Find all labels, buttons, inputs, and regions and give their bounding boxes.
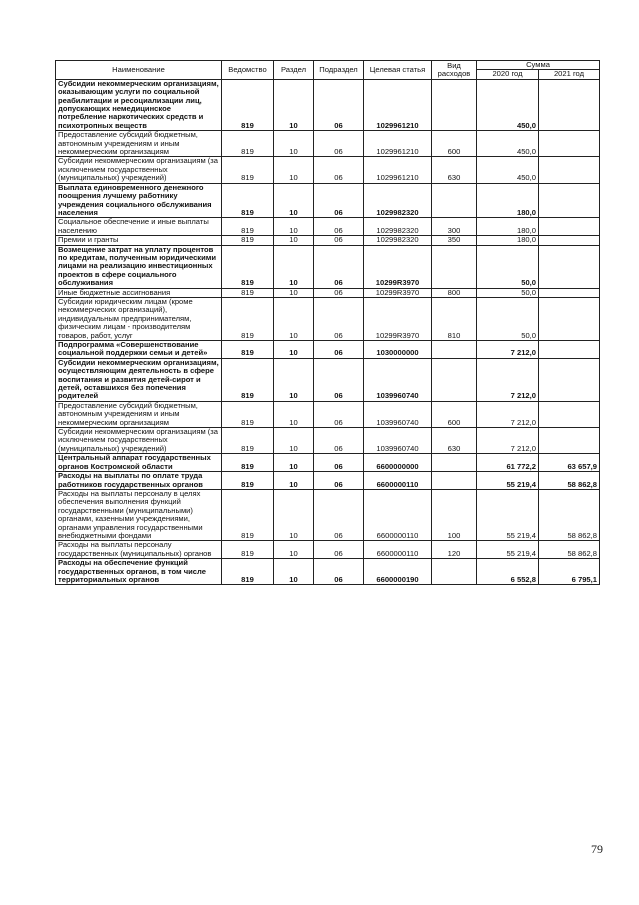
row-subsection: 06 [314, 236, 364, 245]
row-expense-type: 810 [432, 297, 477, 340]
table-row [56, 79, 600, 130]
table-row [56, 236, 600, 245]
row-sum-2020: 450,0 [477, 131, 539, 157]
row-name: Субсидии юридическим лицам (кроме некоммерческих организаций), индивидуальным предпринимателям, физическим лицам - производителям товаров, работ, услуг [56, 297, 222, 340]
row-subsection: 06 [314, 401, 364, 427]
row-subsection: 06 [314, 358, 364, 401]
row-name: Субсидии некоммерческим организациям, оказывающим услуги по социальной реабилитации и ресоциализации лиц, допускающих немедицинское потребление наркотических средств и психотропных веществ [56, 79, 222, 130]
row-sum-2021: 6 795,1 [539, 559, 600, 585]
row-target-article: 1029982320 [364, 236, 432, 245]
row-sum-2020: 7 212,0 [477, 341, 539, 359]
row-name: Предоставление субсидий бюджетным, автономным учреждениям и иным некоммерческим организациям [56, 401, 222, 427]
row-subsection: 06 [314, 79, 364, 130]
row-subsection: 06 [314, 472, 364, 490]
row-expense-type: 630 [432, 428, 477, 454]
row-section: 10 [274, 245, 314, 288]
table-row [56, 401, 600, 427]
row-target-article: 1039960740 [364, 401, 432, 427]
row-name: Расходы на выплаты персоналу государственных (муниципальных) органов [56, 541, 222, 559]
table-row [56, 454, 600, 472]
row-section: 10 [274, 428, 314, 454]
header-year-2021: 2021 год [539, 70, 600, 79]
row-subsection: 06 [314, 454, 364, 472]
table-row [56, 297, 600, 340]
row-sum-2021: 58 862,8 [539, 541, 600, 559]
row-section: 10 [274, 131, 314, 157]
row-name: Субсидии некоммерческим организациям, осуществляющим деятельность в сфере воспитания и развития детей-сирот и детей, оставшихся без попечения родителей [56, 358, 222, 401]
row-expense-type: 630 [432, 157, 477, 183]
row-department: 819 [222, 183, 274, 218]
table-row [56, 218, 600, 236]
row-sum-2021 [539, 131, 600, 157]
row-section: 10 [274, 489, 314, 540]
table-row [56, 541, 600, 559]
table-row [56, 288, 600, 297]
row-section: 10 [274, 472, 314, 490]
row-section: 10 [274, 341, 314, 359]
row-name: Субсидии некоммерческим организациям (за исключением государственных (муниципальных) учреждений) [56, 428, 222, 454]
header-expense-type: Вид расходов [432, 61, 477, 80]
row-target-article: 6600000110 [364, 472, 432, 490]
header-subsection: Подраздел [314, 61, 364, 80]
row-section: 10 [274, 183, 314, 218]
row-name: Субсидии некоммерческим организациям (за исключением государственных (муниципальных) учреждений) [56, 157, 222, 183]
row-sum-2020: 50,0 [477, 297, 539, 340]
row-sum-2020: 55 219,4 [477, 472, 539, 490]
table-row [56, 157, 600, 183]
row-sum-2020: 55 219,4 [477, 489, 539, 540]
row-section: 10 [274, 454, 314, 472]
table-row [56, 428, 600, 454]
row-sum-2021 [539, 236, 600, 245]
row-sum-2021 [539, 288, 600, 297]
row-name: Центральный аппарат государственных органов Костромской области [56, 454, 222, 472]
row-department: 819 [222, 454, 274, 472]
row-section: 10 [274, 236, 314, 245]
table-row [56, 245, 600, 288]
row-sum-2020: 450,0 [477, 79, 539, 130]
row-target-article: 10299R3970 [364, 245, 432, 288]
row-subsection: 06 [314, 183, 364, 218]
row-name: Предоставление субсидий бюджетным, автономным учреждениям и иным некоммерческим организациям [56, 131, 222, 157]
row-subsection: 06 [314, 428, 364, 454]
row-expense-type [432, 79, 477, 130]
row-department: 819 [222, 131, 274, 157]
row-expense-type: 600 [432, 131, 477, 157]
row-expense-type [432, 472, 477, 490]
row-subsection: 06 [314, 559, 364, 585]
row-expense-type: 800 [432, 288, 477, 297]
row-expense-type [432, 183, 477, 218]
row-section: 10 [274, 79, 314, 130]
row-expense-type: 120 [432, 541, 477, 559]
row-target-article: 1029961210 [364, 131, 432, 157]
row-expense-type [432, 454, 477, 472]
row-target-article: 6600000190 [364, 559, 432, 585]
row-department: 819 [222, 358, 274, 401]
row-subsection: 06 [314, 131, 364, 157]
header-sum: Сумма [477, 61, 600, 70]
table-row [56, 341, 600, 359]
row-sum-2021 [539, 358, 600, 401]
row-section: 10 [274, 218, 314, 236]
row-sum-2020: 6 552,8 [477, 559, 539, 585]
row-target-article: 6600000110 [364, 489, 432, 540]
row-name: Расходы на выплаты персоналу в целях обеспечения выполнения функций государственными (муниципальными) органами, казенными учреждениями, органами управления государственными внебюджетными фондами [56, 489, 222, 540]
row-name: Подпрограмма «Совершенствование социальной поддержки семьи и детей» [56, 341, 222, 359]
page-number: 79 [591, 842, 603, 856]
row-department: 819 [222, 428, 274, 454]
row-sum-2020: 50,0 [477, 288, 539, 297]
row-subsection: 06 [314, 541, 364, 559]
row-expense-type [432, 559, 477, 585]
table-row [56, 489, 600, 540]
row-expense-type [432, 341, 477, 359]
row-target-article: 1029961210 [364, 157, 432, 183]
row-name: Иные бюджетные ассигнования [56, 288, 222, 297]
row-expense-type: 600 [432, 401, 477, 427]
row-sum-2021: 58 862,8 [539, 489, 600, 540]
row-subsection: 06 [314, 297, 364, 340]
row-target-article: 1029982320 [364, 218, 432, 236]
table-row [56, 358, 600, 401]
row-subsection: 06 [314, 218, 364, 236]
table-row [56, 472, 600, 490]
row-department: 819 [222, 288, 274, 297]
row-sum-2020: 7 212,0 [477, 358, 539, 401]
header-department: Ведомство [222, 61, 274, 80]
row-department: 819 [222, 472, 274, 490]
row-sum-2020: 7 212,0 [477, 428, 539, 454]
row-target-article: 1029982320 [364, 183, 432, 218]
row-sum-2020: 180,0 [477, 183, 539, 218]
row-sum-2021 [539, 183, 600, 218]
row-subsection: 06 [314, 245, 364, 288]
header-year-2020: 2020 год [477, 70, 539, 79]
row-sum-2020: 180,0 [477, 218, 539, 236]
row-department: 819 [222, 541, 274, 559]
row-department: 819 [222, 341, 274, 359]
table-body [56, 79, 600, 585]
row-sum-2021 [539, 428, 600, 454]
row-target-article: 10299R3970 [364, 288, 432, 297]
row-name: Социальное обеспечение и иные выплаты населению [56, 218, 222, 236]
document-page [55, 60, 599, 585]
header-name: Наименование [56, 61, 222, 80]
row-department: 819 [222, 157, 274, 183]
row-sum-2021: 63 657,9 [539, 454, 600, 472]
row-subsection: 06 [314, 157, 364, 183]
row-department: 819 [222, 79, 274, 130]
row-target-article: 10299R3970 [364, 297, 432, 340]
row-department: 819 [222, 218, 274, 236]
row-target-article: 1039960740 [364, 428, 432, 454]
row-target-article: 1029961210 [364, 79, 432, 130]
table-row [56, 559, 600, 585]
row-target-article: 6600000000 [364, 454, 432, 472]
row-expense-type: 300 [432, 218, 477, 236]
row-name: Расходы на обеспечение функций государственных органов, в том числе территориальных органов [56, 559, 222, 585]
row-section: 10 [274, 358, 314, 401]
row-department: 819 [222, 489, 274, 540]
row-target-article: 1039960740 [364, 358, 432, 401]
row-sum-2021 [539, 401, 600, 427]
table-row [56, 183, 600, 218]
row-target-article: 1030000000 [364, 341, 432, 359]
row-section: 10 [274, 541, 314, 559]
row-name: Расходы на выплаты по оплате труда работников государственных органов [56, 472, 222, 490]
row-department: 819 [222, 297, 274, 340]
row-section: 10 [274, 157, 314, 183]
row-sum-2021 [539, 341, 600, 359]
row-sum-2020: 61 772,2 [477, 454, 539, 472]
row-expense-type [432, 358, 477, 401]
row-section: 10 [274, 559, 314, 585]
header-section: Раздел [274, 61, 314, 80]
row-department: 819 [222, 245, 274, 288]
row-sum-2021 [539, 157, 600, 183]
row-department: 819 [222, 401, 274, 427]
row-sum-2021 [539, 245, 600, 288]
row-expense-type: 350 [432, 236, 477, 245]
row-department: 819 [222, 559, 274, 585]
budget-table [55, 60, 600, 585]
row-subsection: 06 [314, 489, 364, 540]
table-row [56, 131, 600, 157]
row-section: 10 [274, 297, 314, 340]
row-sum-2020: 55 219,4 [477, 541, 539, 559]
row-department: 819 [222, 236, 274, 245]
row-sum-2021 [539, 79, 600, 130]
row-name: Выплата единовременного денежного поощрения лучшему работнику учреждения социального обслуживания населения [56, 183, 222, 218]
row-expense-type [432, 245, 477, 288]
row-expense-type: 100 [432, 489, 477, 540]
row-section: 10 [274, 401, 314, 427]
row-name: Возмещение затрат на уплату процентов по кредитам, полученным юридическими лицами на реализацию инвестиционных проектов в сфере социального обслуживания [56, 245, 222, 288]
row-sum-2020: 50,0 [477, 245, 539, 288]
row-sum-2021 [539, 297, 600, 340]
row-name: Премии и гранты [56, 236, 222, 245]
row-sum-2020: 180,0 [477, 236, 539, 245]
row-subsection: 06 [314, 341, 364, 359]
row-sum-2020: 7 212,0 [477, 401, 539, 427]
row-sum-2021 [539, 218, 600, 236]
row-sum-2020: 450,0 [477, 157, 539, 183]
row-subsection: 06 [314, 288, 364, 297]
row-target-article: 6600000110 [364, 541, 432, 559]
row-section: 10 [274, 288, 314, 297]
header-target-article: Целевая статья [364, 61, 432, 80]
row-sum-2021: 58 862,8 [539, 472, 600, 490]
